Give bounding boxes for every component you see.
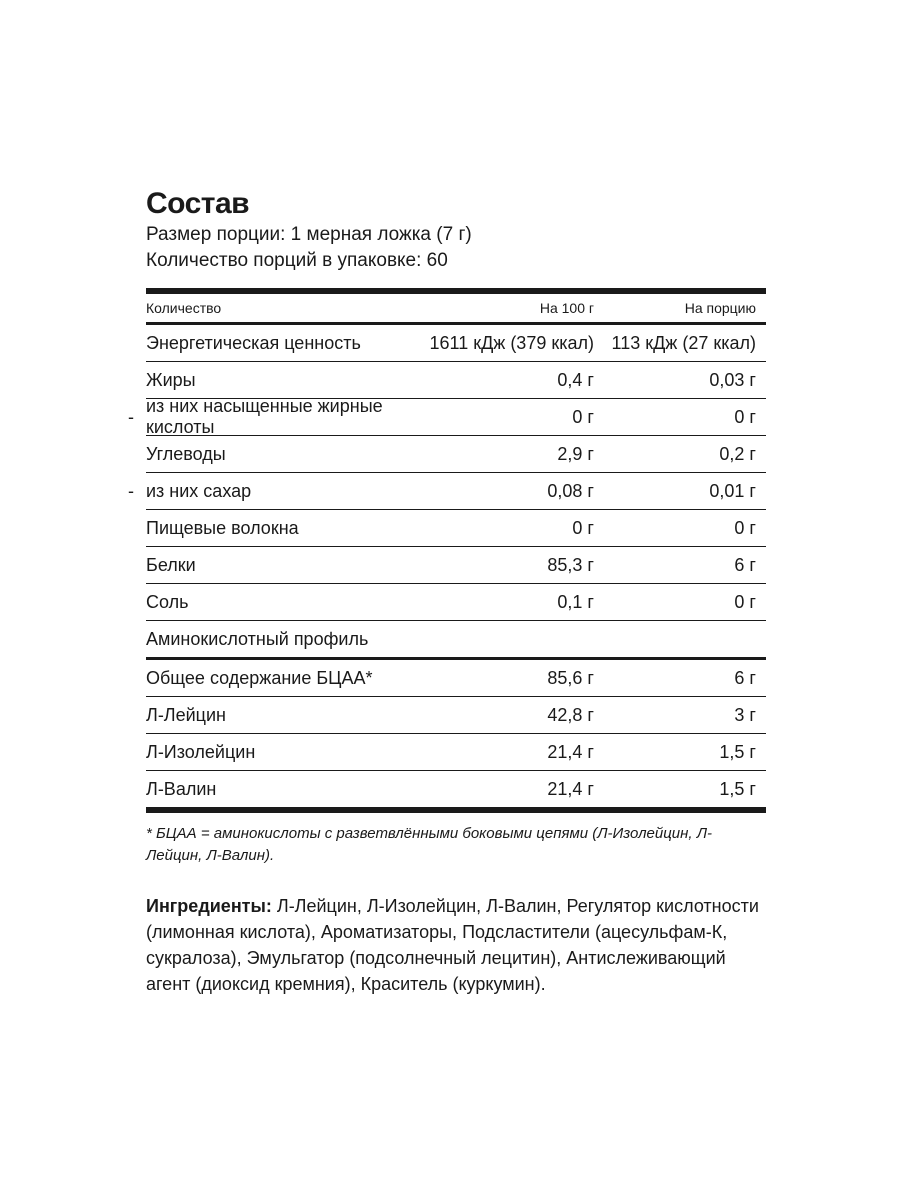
- nutrition-table: [128, 288, 766, 813]
- page-title: Состав: [146, 187, 250, 220]
- bcaa-footnote: * БЦАА = аминокислоты с разветвлёнными боковыми цепями (Л-Изолейцин, Л-Лейцин, Л-Валин).: [146, 825, 713, 864]
- table-row: [146, 584, 766, 621]
- header-per100: На 100 г: [539, 300, 594, 316]
- row-per100: 0,08 г: [547, 480, 594, 501]
- row-name: Л-Изолейцин: [146, 741, 256, 762]
- row-per100: 1611 кДж (379 ккал): [429, 332, 594, 353]
- row-dash: -: [128, 406, 134, 427]
- row-portion: 3 г: [734, 704, 756, 725]
- ingredients-label: Ингредиенты:: [146, 896, 272, 916]
- table-row: [146, 547, 766, 584]
- row-per100: 2,9 г: [557, 443, 594, 464]
- row-name: Пищевые волокна: [146, 517, 299, 538]
- row-dash: -: [128, 480, 134, 501]
- table-row: [128, 473, 766, 510]
- row-portion: 0 г: [734, 406, 756, 427]
- header-name: Количество: [146, 300, 222, 316]
- amino-section-header: [146, 621, 766, 660]
- row-portion: 0,01 г: [709, 480, 756, 501]
- table-row: [146, 436, 766, 473]
- row-per100: 0,1 г: [557, 591, 594, 612]
- row-name: Углеводы: [146, 443, 226, 464]
- ingredients-text: Л-Лейцин, Л-Изолейцин, Л-Валин, Регулятор кислотности (лимонная кислота), Ароматизаторы, Подсластители (ацесульфам-К, сукралоза), Эмульгатор (подсолнечный лецитин), Антислеживающий агент (диоксид кремния), Краситель (куркумин).: [146, 896, 759, 994]
- row-portion: 0,2 г: [719, 443, 756, 464]
- servings-per-pack: Количество порций в упаковке: 60: [146, 250, 448, 271]
- row-per100: 42,8 г: [547, 704, 594, 725]
- row-per100: 0 г: [572, 517, 594, 538]
- row-name: Л-Лейцин: [146, 704, 226, 725]
- row-per100: 85,3 г: [547, 554, 594, 575]
- row-per100: 21,4 г: [547, 741, 594, 762]
- ingredients: [146, 893, 766, 997]
- table-row: [146, 660, 766, 697]
- row-portion: 0 г: [734, 591, 756, 612]
- row-portion: 6 г: [734, 667, 756, 688]
- row-name: Соль: [146, 591, 189, 612]
- row-portion: 0 г: [734, 517, 756, 538]
- row-portion: 0,03 г: [709, 369, 756, 390]
- row-portion: 1,5 г: [719, 741, 756, 762]
- row-portion: 6 г: [734, 554, 756, 575]
- serving-size: Размер порции: 1 мерная ложка (7 г): [146, 224, 472, 245]
- row-name: из них сахар: [146, 480, 252, 501]
- nutrition-panel: [128, 186, 766, 997]
- row-per100: 85,6 г: [547, 667, 594, 688]
- table-row: [146, 697, 766, 734]
- table-row: [146, 771, 766, 807]
- row-name: Жиры: [146, 369, 196, 390]
- table-row: [146, 362, 766, 399]
- table-row: [128, 396, 766, 437]
- row-per100: 21,4 г: [547, 778, 594, 799]
- row-per100: 0,4 г: [557, 369, 594, 390]
- row-name: Общее содержание БЦАА*: [146, 667, 373, 688]
- row-portion: 1,5 г: [719, 778, 756, 799]
- row-name: Л-Валин: [146, 778, 217, 799]
- table-header: [146, 294, 766, 325]
- row-name: Энергетическая ценность: [146, 332, 361, 353]
- table-row: [146, 734, 766, 771]
- row-per100: 0 г: [572, 406, 594, 427]
- table-row: [146, 325, 766, 362]
- row-name: Белки: [146, 554, 196, 575]
- row-portion: 113 кДж (27 ккал): [611, 332, 756, 353]
- amino-section-title: Аминокислотный профиль: [146, 628, 369, 649]
- table-row: [146, 510, 766, 547]
- header-portion: На порцию: [684, 300, 756, 316]
- row-name: из них насыщенные жирные кислоты: [146, 396, 383, 437]
